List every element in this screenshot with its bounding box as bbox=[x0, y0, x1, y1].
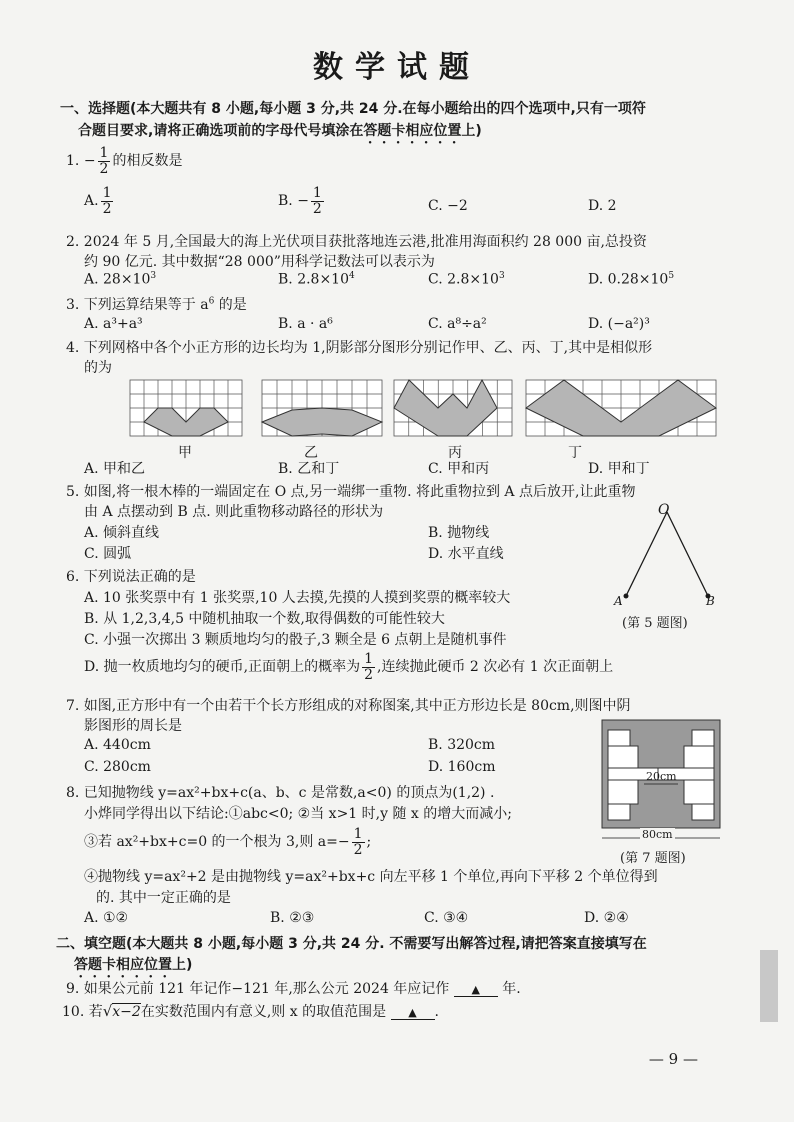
q2-option-a[interactable] bbox=[84, 271, 156, 288]
q1-frac-den: 2 bbox=[99, 160, 109, 177]
q8-stem-line4: ④抛物线 y=ax²+2 是由抛物线 y=ax²+bx+c 向左平移 1 个单位,再向下平移 2 个单位得到 bbox=[84, 869, 658, 885]
q1-b-num: 1 bbox=[312, 185, 322, 201]
q3-stem-exp: 6 bbox=[208, 296, 215, 307]
q1-minus: − bbox=[83, 153, 96, 170]
q1-b-fraction bbox=[311, 186, 324, 216]
q10-sqrt-icon: √ bbox=[102, 1002, 113, 1020]
q8-option-d[interactable]: D. ②④ bbox=[584, 910, 629, 926]
q8-stem-line5: 的. 其中一定正确的是 bbox=[96, 890, 231, 906]
q4-option-d[interactable]: D. 甲和丁 bbox=[588, 461, 650, 477]
q5-option-d[interactable]: D. 水平直线 bbox=[428, 546, 504, 562]
q8-line3-tail: ; bbox=[366, 834, 372, 851]
q2-b-text: B. 2.8×10 bbox=[278, 271, 349, 288]
q2-stem-line2: 约 90 亿元. 其中数据“28 000”用科学记数法可以表示为 bbox=[84, 254, 435, 270]
q1-b-den: 2 bbox=[312, 200, 322, 217]
q8-line3-text: ③若 ax²+bx+c=0 的一个根为 3,则 a=− bbox=[84, 834, 350, 851]
q3-stem bbox=[66, 294, 247, 314]
q8-stem-line3 bbox=[84, 827, 371, 857]
q4-grid-figures bbox=[126, 378, 722, 438]
q8-option-c[interactable]: C. ③④ bbox=[424, 910, 469, 926]
q10-tail: . bbox=[434, 1004, 439, 1020]
q6-d-num: 1 bbox=[364, 651, 373, 667]
q1-a-num: 1 bbox=[102, 185, 112, 201]
page-title: 数学试题 bbox=[313, 50, 481, 85]
q2-option-b[interactable] bbox=[278, 271, 355, 288]
q4-figure-bing bbox=[394, 380, 512, 436]
q6-d-text: D. 抛一枚质地均匀的硬币,正面朝上的概率为 bbox=[84, 659, 361, 676]
q1-option-a[interactable] bbox=[84, 186, 115, 216]
q8-frac-den: 2 bbox=[353, 841, 363, 858]
q1-number: 1. bbox=[66, 153, 80, 170]
q5-figure-caption: (第 5 题图) bbox=[622, 616, 688, 631]
q8-frac-num: 1 bbox=[353, 826, 363, 842]
q7-option-b[interactable]: B. 320cm bbox=[428, 737, 496, 753]
q5-option-c[interactable]: C. 圆弧 bbox=[84, 546, 132, 562]
q8-fraction bbox=[352, 827, 365, 857]
q8-option-a[interactable]: A. ①② bbox=[84, 910, 129, 926]
q5-label-a: A bbox=[614, 594, 623, 608]
q1-fraction bbox=[98, 146, 111, 176]
q1-a-fraction bbox=[101, 186, 114, 216]
section1-heading-text: 合题目要求,请将正确选项前的字母代号填涂在 bbox=[78, 123, 364, 139]
q2-a-exp: 3 bbox=[150, 271, 157, 281]
q4-label-yi: 乙 bbox=[304, 445, 318, 461]
q7-label-inner: 20cm bbox=[646, 770, 677, 783]
q3-option-a[interactable]: A. a³+a³ bbox=[84, 316, 143, 332]
q2-c-text: C. 2.8×10 bbox=[428, 271, 499, 288]
q4-label-jia: 甲 bbox=[178, 445, 192, 461]
q7-stem-line2: 影图形的周长是 bbox=[84, 718, 182, 734]
q6-d-fraction bbox=[362, 652, 375, 682]
q6-option-a[interactable]: A. 10 张奖票中有 1 张奖票,10 人去摸,先摸的人摸到奖票的概率较大 bbox=[84, 590, 511, 606]
q3-option-c[interactable]: C. a⁸÷a² bbox=[428, 316, 487, 332]
q4-option-a[interactable]: A. 甲和乙 bbox=[84, 461, 146, 477]
section1-heading-line2 bbox=[78, 120, 482, 147]
q5-stem-line1: 5. 如图,将一根木棒的一端固定在 O 点,另一端绑一重物. 将此重物拉到 A 点后放开,让此重物 bbox=[66, 484, 636, 500]
q10-answer-blank[interactable]: ▲ bbox=[391, 1006, 435, 1020]
q1-frac-num: 1 bbox=[99, 145, 109, 161]
q1-stem bbox=[66, 146, 182, 176]
q6-d-den: 2 bbox=[364, 666, 373, 683]
q1-stem-text: 的相反数是 bbox=[112, 153, 183, 170]
q5-point-a-dot bbox=[624, 594, 629, 599]
q2-d-text: D. 0.28×10 bbox=[588, 271, 669, 288]
section1-heading-line1: 一、选择题(本大题共有 8 小题,每小题 3 分,共 24 分.在每小题给出的四个选项中,只有一项符 bbox=[60, 101, 646, 117]
q2-b-exp: 4 bbox=[349, 271, 355, 281]
q1-a-label: A. bbox=[84, 193, 99, 210]
q6-option-d[interactable] bbox=[84, 652, 613, 682]
q7-figure-caption: (第 7 题图) bbox=[620, 851, 686, 866]
section2-heading-line2 bbox=[74, 954, 192, 981]
q8-option-b[interactable]: B. ②③ bbox=[270, 910, 315, 926]
q6-d-tail: ,连续抛此硬币 2 次必有 1 次正面朝上 bbox=[377, 659, 614, 676]
q7-option-a[interactable]: A. 440cm bbox=[84, 737, 151, 753]
edge-tab bbox=[760, 950, 778, 1022]
q8-stem-line2: 小烨同学得出以下结论:①abc<0; ②当 x>1 时,y 随 x 的增大而减小; bbox=[84, 806, 512, 822]
q4-figure-yi bbox=[262, 380, 382, 436]
q5-option-b[interactable]: B. 抛物线 bbox=[428, 525, 490, 541]
q7-option-c[interactable]: C. 280cm bbox=[84, 759, 151, 775]
q9-answer-blank[interactable]: ▲ bbox=[454, 983, 498, 997]
section2-heading-line1: 二、填空题(本大题共 8 小题,每小题 3 分,共 24 分. 不需要写出解答过程,请把答案直接填写在 bbox=[56, 936, 647, 952]
q7-option-d[interactable]: D. 160cm bbox=[428, 759, 496, 775]
section1-heading-emphasis: 答题卡相应位置 bbox=[363, 123, 462, 139]
q7-label-outer: 80cm bbox=[642, 828, 673, 841]
q1-option-c[interactable]: C. −2 bbox=[428, 198, 468, 214]
q6-option-c[interactable]: C. 小强一次掷出 3 颗质地均匀的骰子,3 颗全是 6 点朝上是随机事件 bbox=[84, 632, 507, 648]
q8-stem-line1: 8. 已知抛物线 y=ax²+bx+c(a、b、c 是常数,a<0) 的顶点为(1,2) . bbox=[66, 785, 495, 801]
q4-stem-line2: 的为 bbox=[84, 360, 112, 376]
q10-pre: 10. 若 bbox=[62, 1004, 103, 1020]
q4-figure-ding bbox=[526, 380, 716, 436]
q5-rod-right bbox=[667, 512, 708, 596]
q2-c-exp: 3 bbox=[498, 271, 505, 281]
q2-stem-line1: 2. 2024 年 5 月,全国最大的海上光伏项目获批落地连云港,批准用海面积约 28 000 亩,总投资 bbox=[66, 234, 647, 250]
q5-label-o: O bbox=[658, 502, 670, 518]
section1-heading-tail: 上) bbox=[461, 123, 482, 139]
q10-radicand: x−2 bbox=[112, 1004, 141, 1020]
q10-mid: 在实数范围内有意义,则 x 的取值范围是 bbox=[140, 1004, 387, 1020]
q4-option-c[interactable]: C. 甲和丙 bbox=[428, 461, 490, 477]
q3-option-d[interactable]: D. (−a²)³ bbox=[588, 316, 650, 332]
q2-d-exp: 5 bbox=[668, 271, 675, 281]
q2-a-text: A. 28×10 bbox=[84, 271, 151, 288]
q4-stem-line1: 4. 下列网格中各个小正方形的边长均为 1,阴影部分图形分别记作甲、乙、丙、丁,其中是相似形 bbox=[66, 340, 653, 356]
q3-stem-tail: 的是 bbox=[214, 297, 247, 313]
q9-tail: 年. bbox=[502, 981, 521, 997]
q5-stem-line2: 由 A 点摆动到 B 点. 则此重物移动路径的形状为 bbox=[84, 504, 384, 520]
q4-option-b[interactable]: B. 乙和丁 bbox=[278, 461, 340, 477]
q6-option-b[interactable]: B. 从 1,2,3,4,5 中随机抽取一个数,取得偶数的可能性较大 bbox=[84, 611, 445, 627]
q9-line bbox=[66, 978, 521, 998]
section2-heading-emphasis: 答题卡相应位置 bbox=[74, 957, 172, 973]
q1-b-label: B. − bbox=[278, 193, 309, 210]
q7-stem-line1: 7. 如图,正方形中有一个由若干个长方形组成的对称图案,其中正方形边长是 80cm,则图中阴 bbox=[66, 698, 631, 714]
q5-label-b: B bbox=[706, 594, 715, 608]
q4-label-ding: 丁 bbox=[568, 445, 582, 461]
section2-heading-tail: 上) bbox=[172, 957, 193, 973]
q1-option-b[interactable] bbox=[278, 186, 326, 216]
q4-label-bing: 丙 bbox=[448, 445, 462, 461]
page-number: — 9 — bbox=[648, 1050, 698, 1068]
q10-line bbox=[62, 1001, 439, 1021]
q2-option-c[interactable] bbox=[428, 271, 505, 288]
q9-text: 9. 如果公元前 121 年记作−121 年,那么公元 2024 年应记作 bbox=[66, 981, 450, 997]
q1-a-den: 2 bbox=[102, 200, 112, 217]
q4-figure-jia bbox=[130, 380, 242, 436]
q1-option-d[interactable]: D. 2 bbox=[588, 198, 617, 214]
q3-option-b[interactable]: B. a · a⁶ bbox=[278, 316, 333, 332]
q2-option-d[interactable] bbox=[588, 271, 674, 288]
q3-stem-text: 3. 下列运算结果等于 a bbox=[66, 297, 209, 313]
q5-option-a[interactable]: A. 倾斜直线 bbox=[84, 525, 160, 541]
q6-stem: 6. 下列说法正确的是 bbox=[66, 569, 196, 585]
q5-rod-left bbox=[626, 512, 667, 596]
